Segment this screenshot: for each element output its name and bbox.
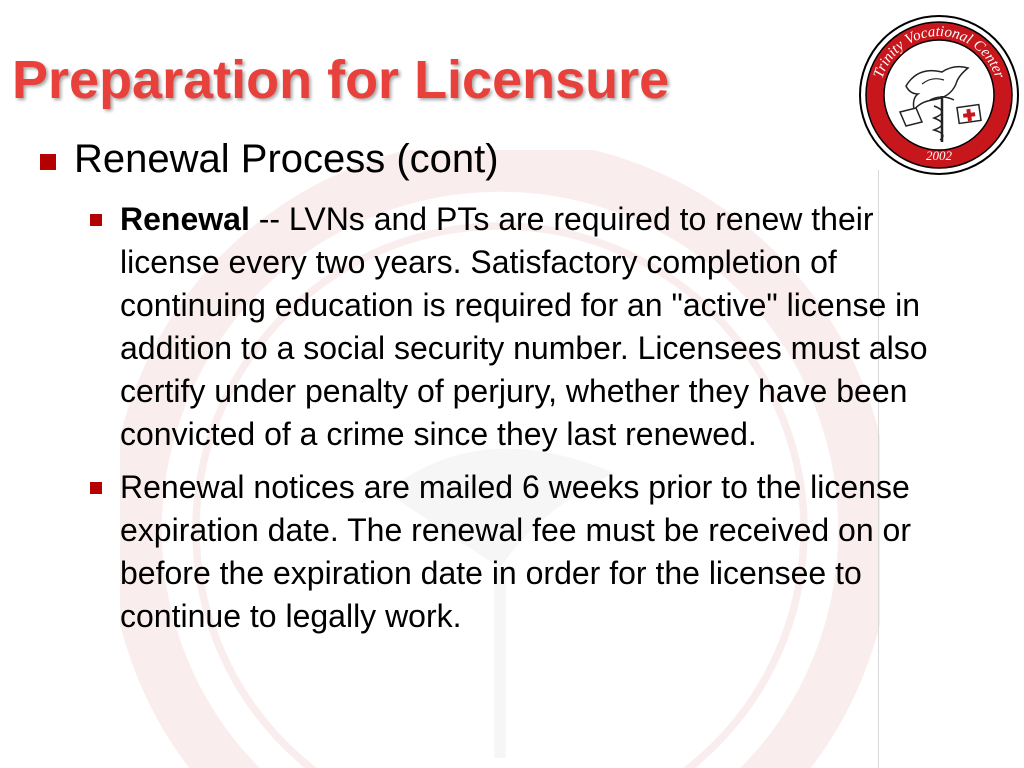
bullet-list: [90, 198, 962, 648]
section-heading: [40, 134, 499, 184]
section-heading-text: Renewal Process (cont): [74, 137, 499, 181]
slide-title: Preparation for Licensure: [12, 50, 670, 110]
trinity-vocational-center-logo: [858, 14, 1020, 176]
list-item-text: [120, 466, 962, 638]
list-item: [90, 466, 962, 638]
list-item-text: [120, 198, 962, 456]
logo-name-text: Trinity Vocational Center: [870, 23, 1008, 81]
square-bullet-icon: [90, 214, 102, 226]
list-item-lead: Renewal: [120, 201, 250, 237]
square-bullet-icon: [90, 482, 102, 494]
list-item-body: -- LVNs and PTs are required to renew their license every two years. Satisfactory completion of continuing education is required for an "active" license in addition to a social security number. Licensees must also certify under penalty of perjury, whether they have been convicted of a crime since they last renewed.: [120, 201, 928, 452]
list-item: [90, 198, 962, 456]
logo-year-text: 2002: [926, 148, 952, 163]
square-bullet-icon: [40, 154, 56, 170]
list-item-body: Renewal notices are mailed 6 weeks prior to the license expiration date. The renewal fee must be received on or before the expiration date in order for the licensee to continue to legally work.: [120, 469, 911, 634]
